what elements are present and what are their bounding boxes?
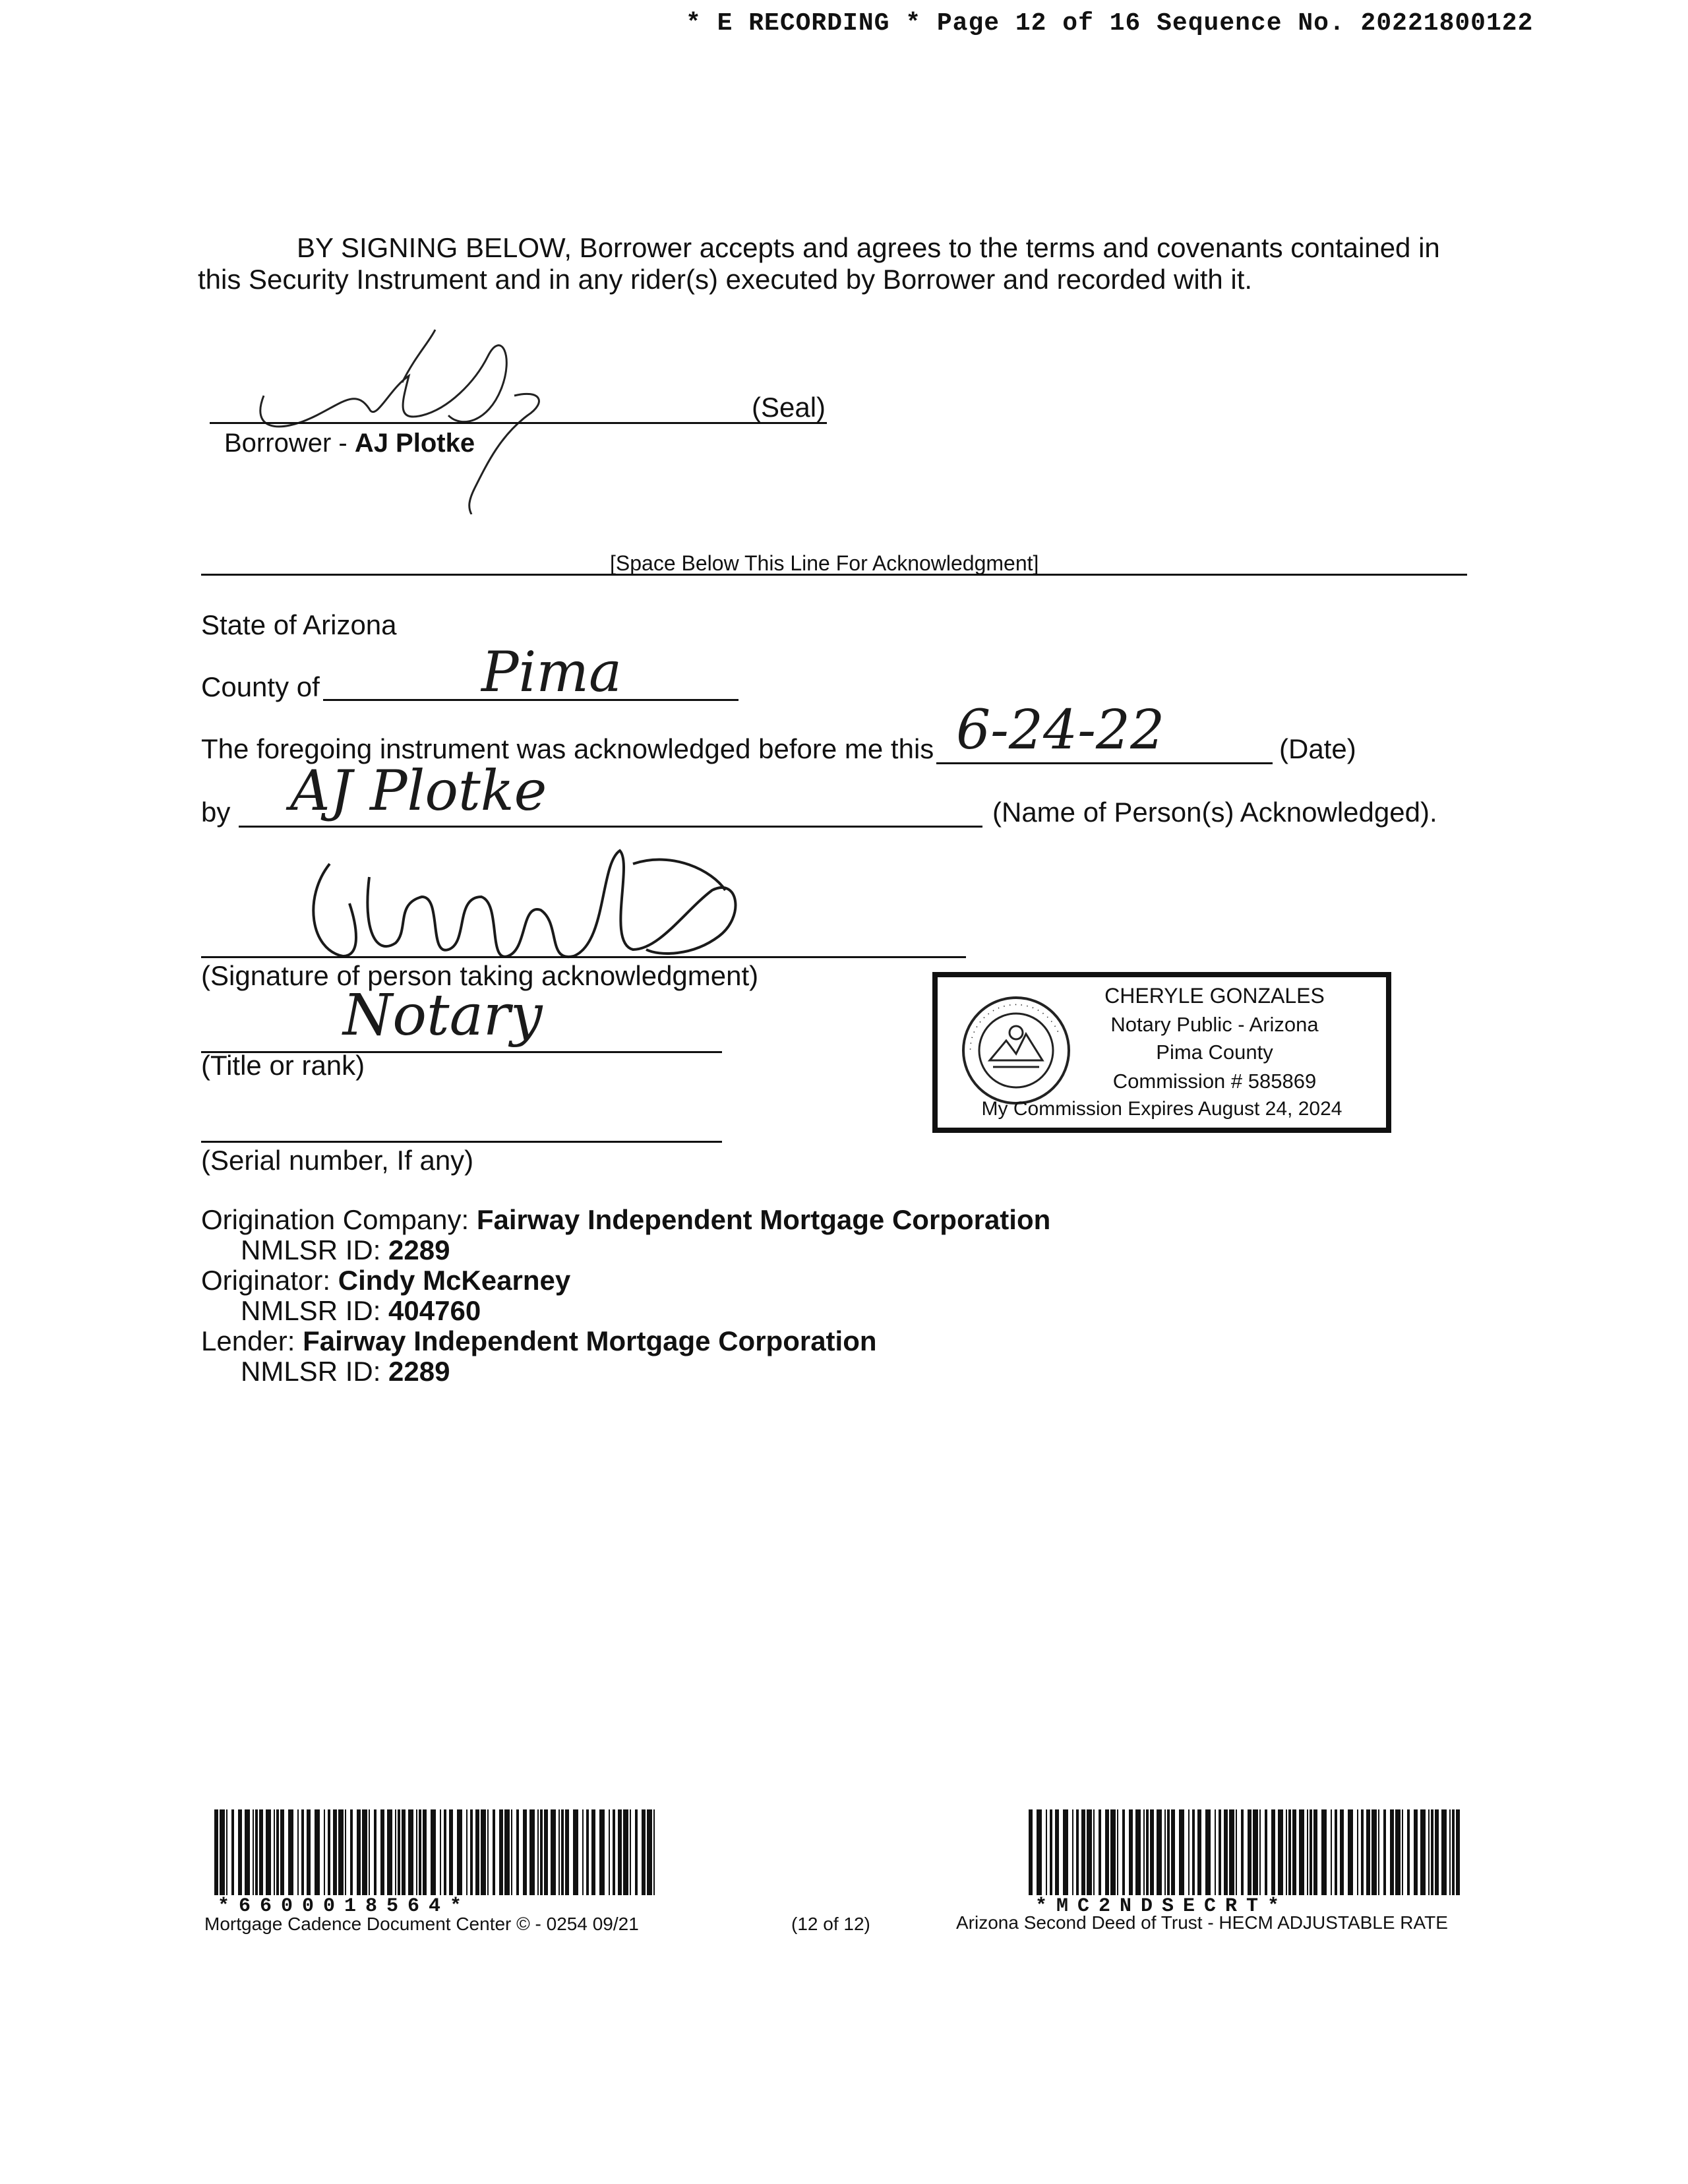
barcode-bar: [416, 1809, 417, 1895]
barcode-bar: [618, 1809, 622, 1895]
barcode-bar: [1372, 1809, 1377, 1895]
barcode-bar: [1407, 1809, 1410, 1895]
barcode-bar: [475, 1809, 479, 1895]
barcode-bar: [1307, 1809, 1308, 1895]
barcode-bar: [561, 1809, 564, 1895]
barcode-bar: [1286, 1809, 1287, 1895]
date-label: (Date): [1279, 733, 1356, 764]
barcode-bar: [516, 1809, 519, 1895]
barcode-bar: [307, 1809, 311, 1895]
barcode-bar: [444, 1809, 446, 1895]
barcode-bar: [1435, 1809, 1439, 1895]
seal-label: (Seal): [752, 392, 826, 423]
title-label: (Title or rank): [201, 1050, 365, 1081]
barcode-bar: [1046, 1809, 1047, 1895]
barcode-bar: [1224, 1809, 1228, 1895]
signature-label: (Signature of person taking acknowledgment): [201, 960, 759, 991]
barcode-bar: [1271, 1809, 1275, 1895]
barcode-bar: [493, 1809, 495, 1895]
barcode-bar: [1205, 1809, 1211, 1895]
barcode-bar: [419, 1809, 421, 1895]
barcode-bar: [395, 1809, 396, 1895]
barcode-bar: [350, 1809, 353, 1895]
barcode-bar: [1029, 1809, 1033, 1895]
barcode-bar: [1449, 1809, 1451, 1895]
barcode-bar: [226, 1809, 227, 1895]
barcode-bar: [431, 1809, 436, 1895]
barcode-bar: [466, 1809, 467, 1895]
barcode-bar: [1192, 1809, 1195, 1895]
barcode-bar: [573, 1809, 578, 1895]
barcode-bar: [324, 1809, 325, 1895]
barcode-bar: [1215, 1809, 1216, 1895]
barcode-bar: [1390, 1809, 1394, 1895]
date-field-line: [936, 762, 1273, 764]
barcode-bar: [1441, 1809, 1447, 1895]
barcode-bar: [245, 1809, 250, 1895]
barcode-bar: [276, 1809, 279, 1895]
barcode-bar: [1129, 1809, 1133, 1895]
left-barcode: [214, 1809, 663, 1895]
by-label: by: [201, 797, 231, 828]
barcode-bar: [1310, 1809, 1312, 1895]
barcode-bar: [586, 1809, 589, 1895]
barcode-bar: [511, 1809, 512, 1895]
barcode-bar: [642, 1809, 646, 1895]
barcode-bar: [1229, 1809, 1234, 1895]
serial-label: (Serial number, If any): [201, 1145, 474, 1176]
barcode-bar: [1063, 1809, 1068, 1895]
barcode-bar: [1357, 1809, 1358, 1895]
borrower-signature: [237, 317, 580, 514]
borrower-name-line: [224, 429, 475, 458]
originator-line: [201, 1265, 570, 1296]
county-handwritten: Pima: [481, 640, 622, 704]
barcode-bar: [1055, 1809, 1059, 1895]
barcode-bar: [487, 1809, 489, 1895]
title-handwritten: Notary: [343, 983, 543, 1048]
barcode-bar: [540, 1809, 543, 1895]
barcode-bar: [357, 1809, 361, 1895]
barcode-bar: [1143, 1809, 1145, 1895]
barcode-bar: [255, 1809, 258, 1895]
barcode-bar: [328, 1809, 330, 1895]
barcode-bar: [214, 1809, 218, 1895]
notary-name: CHERYLE GONZALES: [1104, 984, 1325, 1008]
barcode-bar: [1331, 1809, 1332, 1895]
barcode-bar: [1135, 1809, 1141, 1895]
barcode-bar: [1428, 1809, 1430, 1895]
barcode-bar: [266, 1809, 271, 1895]
barcode-bar: [1157, 1809, 1162, 1895]
name-label: (Name of Person(s) Acknowledged).: [992, 797, 1437, 828]
barcode-bar: [529, 1809, 535, 1895]
borrower-name: AJ Plotke: [354, 429, 475, 458]
lender-nmlsr: [241, 1356, 450, 1387]
barcode-bar: [362, 1809, 367, 1895]
barcode-bar: [537, 1809, 539, 1895]
page-count: (12 of 12): [791, 1914, 870, 1934]
barcode-bar: [565, 1809, 569, 1895]
lender-value: Fairway Independent Mortgage Corporation: [303, 1325, 877, 1356]
company-nmlsr-label: NMLSR ID:: [241, 1234, 389, 1265]
barcode-bar: [1072, 1809, 1073, 1895]
barcode-bar: [1378, 1809, 1379, 1895]
barcode-bar: [1076, 1809, 1079, 1895]
right-barcode-text: *MC2NDSECRT*: [1035, 1895, 1289, 1918]
lender-line: [201, 1325, 877, 1357]
foregoing-text: The foregoing instrument was acknowledged before me this: [201, 733, 934, 764]
barcode-bar: [1117, 1809, 1118, 1895]
recording-header: * E RECORDING * Page 12 of 16 Sequence No. 20221800122: [686, 9, 1534, 38]
barcode-bar: [1288, 1809, 1291, 1895]
barcode-bar: [1361, 1809, 1364, 1895]
notary-stamp: [932, 972, 1391, 1133]
barcode-bar: [647, 1809, 652, 1895]
barcode-bar: [408, 1809, 413, 1895]
barcode-bar: [1105, 1809, 1109, 1895]
barcode-bar: [1236, 1809, 1237, 1895]
notary-commission: Commission # 585869: [1112, 1070, 1317, 1093]
barcode-bar: [623, 1809, 628, 1895]
company-nmlsr-value: 2289: [388, 1234, 450, 1265]
acknowledgment-divider-label: [Space Below This Line For Acknowledgment]: [610, 551, 1039, 575]
barcode-bar: [599, 1809, 605, 1895]
origination-company-value: Fairway Independent Mortgage Corporation: [476, 1204, 1051, 1235]
barcode-bar: [1179, 1809, 1184, 1895]
barcode-bar: [457, 1809, 462, 1895]
barcode-bar: [1167, 1809, 1170, 1895]
state-seal-icon: [960, 994, 1072, 1107]
barcode-bar: [1420, 1809, 1426, 1895]
barcode-bar: [1366, 1809, 1370, 1895]
barcode-bar: [1087, 1809, 1092, 1895]
notary-line2: Notary Public - Arizona: [1110, 1013, 1319, 1036]
barcode-bar: [402, 1809, 406, 1895]
barcode-bar: [1197, 1809, 1201, 1895]
barcode-bar: [297, 1809, 299, 1895]
barcode-bar: [544, 1809, 548, 1895]
signing-paragraph: BY SIGNING BELOW, Borrower accepts and agrees to the terms and covenants contained in this Security Instrument and in any rider(s) executed by Borrower and recorded with it.: [198, 232, 1440, 295]
barcode-bar: [1456, 1809, 1460, 1895]
barcode-bar: [523, 1809, 527, 1895]
barcode-bar: [558, 1809, 560, 1895]
lender-nmlsr-value: 2289: [388, 1356, 450, 1387]
originator-nmlsr: [241, 1295, 481, 1327]
barcode-bar: [499, 1809, 503, 1895]
barcode-bar: [333, 1809, 337, 1895]
state-line: State of Arizona: [201, 609, 397, 640]
originator-nmlsr-value: 404760: [388, 1295, 481, 1326]
barcode-bar: [1340, 1809, 1344, 1895]
barcode-bar: [440, 1809, 441, 1895]
barcode-bar: [1313, 1809, 1317, 1895]
borrower-signature-line: [210, 422, 827, 424]
barcode-bar: [1431, 1809, 1433, 1895]
right-barcode: [1029, 1809, 1464, 1895]
barcode-bar: [635, 1809, 638, 1895]
barcode-bar: [253, 1809, 254, 1895]
barcode-bar: [1146, 1809, 1149, 1895]
originator-label: Originator:: [201, 1265, 338, 1296]
notary-line3: Pima County: [1156, 1041, 1273, 1064]
name-handwritten: AJ Plotke: [290, 758, 547, 823]
lender-nmlsr-label: NMLSR ID:: [241, 1356, 389, 1387]
barcode-bar: [1278, 1809, 1283, 1895]
barcode-bar: [231, 1809, 234, 1895]
svg-text:· · · · · · · · · · · · · · ·: · · · · · · · · · · · · · · · · · · · · · ·: [965, 1000, 1062, 1051]
barcode-bar: [1093, 1809, 1095, 1895]
barcode-bar: [374, 1809, 377, 1895]
barcode-bar: [1081, 1809, 1085, 1895]
barcode-bar: [369, 1809, 370, 1895]
origination-company-label: Origination Company:: [201, 1204, 477, 1235]
barcode-bar: [1241, 1809, 1244, 1895]
barcode-bar: [1395, 1809, 1401, 1895]
barcode-bar: [582, 1809, 584, 1895]
barcode-bar: [380, 1809, 384, 1895]
barcode-bar: [1171, 1809, 1175, 1895]
barcode-bar: [481, 1809, 486, 1895]
barcode-bar: [1110, 1809, 1116, 1895]
barcode-bar: [1122, 1809, 1125, 1895]
barcode-bar: [1219, 1809, 1221, 1895]
barcode-bar: [315, 1809, 320, 1895]
left-barcode-text: *6600018564*: [218, 1895, 471, 1918]
serial-field-line: [201, 1141, 722, 1143]
barcode-bar: [613, 1809, 615, 1895]
barcode-bar: [259, 1809, 263, 1895]
barcode-bar: [1402, 1809, 1403, 1895]
barcode-bar: [220, 1809, 225, 1895]
notary-expires: My Commission Expires August 24, 2024: [981, 1098, 1342, 1120]
barcode-bar: [1414, 1809, 1418, 1895]
barcode-bar: [1265, 1809, 1267, 1895]
barcode-bar: [653, 1809, 655, 1895]
barcode-bar: [609, 1809, 610, 1895]
county-label: County of: [201, 671, 320, 702]
barcode-bar: [470, 1809, 473, 1895]
barcode-bar: [1248, 1809, 1251, 1895]
lender-label: Lender:: [201, 1325, 303, 1356]
barcode-bar: [630, 1809, 631, 1895]
barcode-bar: [1050, 1809, 1052, 1895]
left-footer-caption: Mortgage Cadence Document Center © - 0254 09/21: [204, 1914, 639, 1934]
barcode-bar: [280, 1809, 284, 1895]
barcode-bar: [1335, 1809, 1337, 1895]
barcode-bar: [1321, 1809, 1327, 1895]
barcode-bar: [1150, 1809, 1154, 1895]
barcode-bar: [238, 1809, 242, 1895]
barcode-bar: [1188, 1809, 1190, 1895]
origination-company-line: [201, 1204, 1050, 1236]
barcode-bar: [345, 1809, 346, 1895]
barcode-bar: [398, 1809, 400, 1895]
barcode-bar: [274, 1809, 275, 1895]
barcode-bar: [1299, 1809, 1304, 1895]
borrower-prefix: Borrower -: [224, 429, 355, 458]
barcode-bar: [551, 1809, 556, 1895]
barcode-bar: [301, 1809, 304, 1895]
barcode-bar: [1452, 1809, 1455, 1895]
originator-nmlsr-label: NMLSR ID:: [241, 1295, 389, 1326]
barcode-bar: [504, 1809, 510, 1895]
barcode-bar: [1164, 1809, 1166, 1895]
barcode-bar: [1292, 1809, 1296, 1895]
barcode-bar: [449, 1809, 453, 1895]
date-handwritten: 6-24-22: [956, 699, 1165, 762]
barcode-bar: [1383, 1809, 1386, 1895]
barcode-bar: [591, 1809, 595, 1895]
barcode-bar: [338, 1809, 344, 1895]
originator-value: Cindy McKearney: [338, 1265, 571, 1296]
barcode-bar: [387, 1809, 392, 1895]
right-footer-caption: Arizona Second Deed of Trust - HECM ADJUSTABLE RATE: [956, 1912, 1448, 1933]
barcode-bar: [1099, 1809, 1101, 1895]
barcode-bar: [288, 1809, 293, 1895]
barcode-bar: [423, 1809, 427, 1895]
barcode-bar: [1037, 1809, 1042, 1895]
origination-company-nmlsr: [241, 1234, 450, 1266]
barcode-bar: [1259, 1809, 1261, 1895]
barcode-bar: [1348, 1809, 1353, 1895]
barcode-bar: [1253, 1809, 1258, 1895]
signature-field-line: [201, 956, 966, 958]
